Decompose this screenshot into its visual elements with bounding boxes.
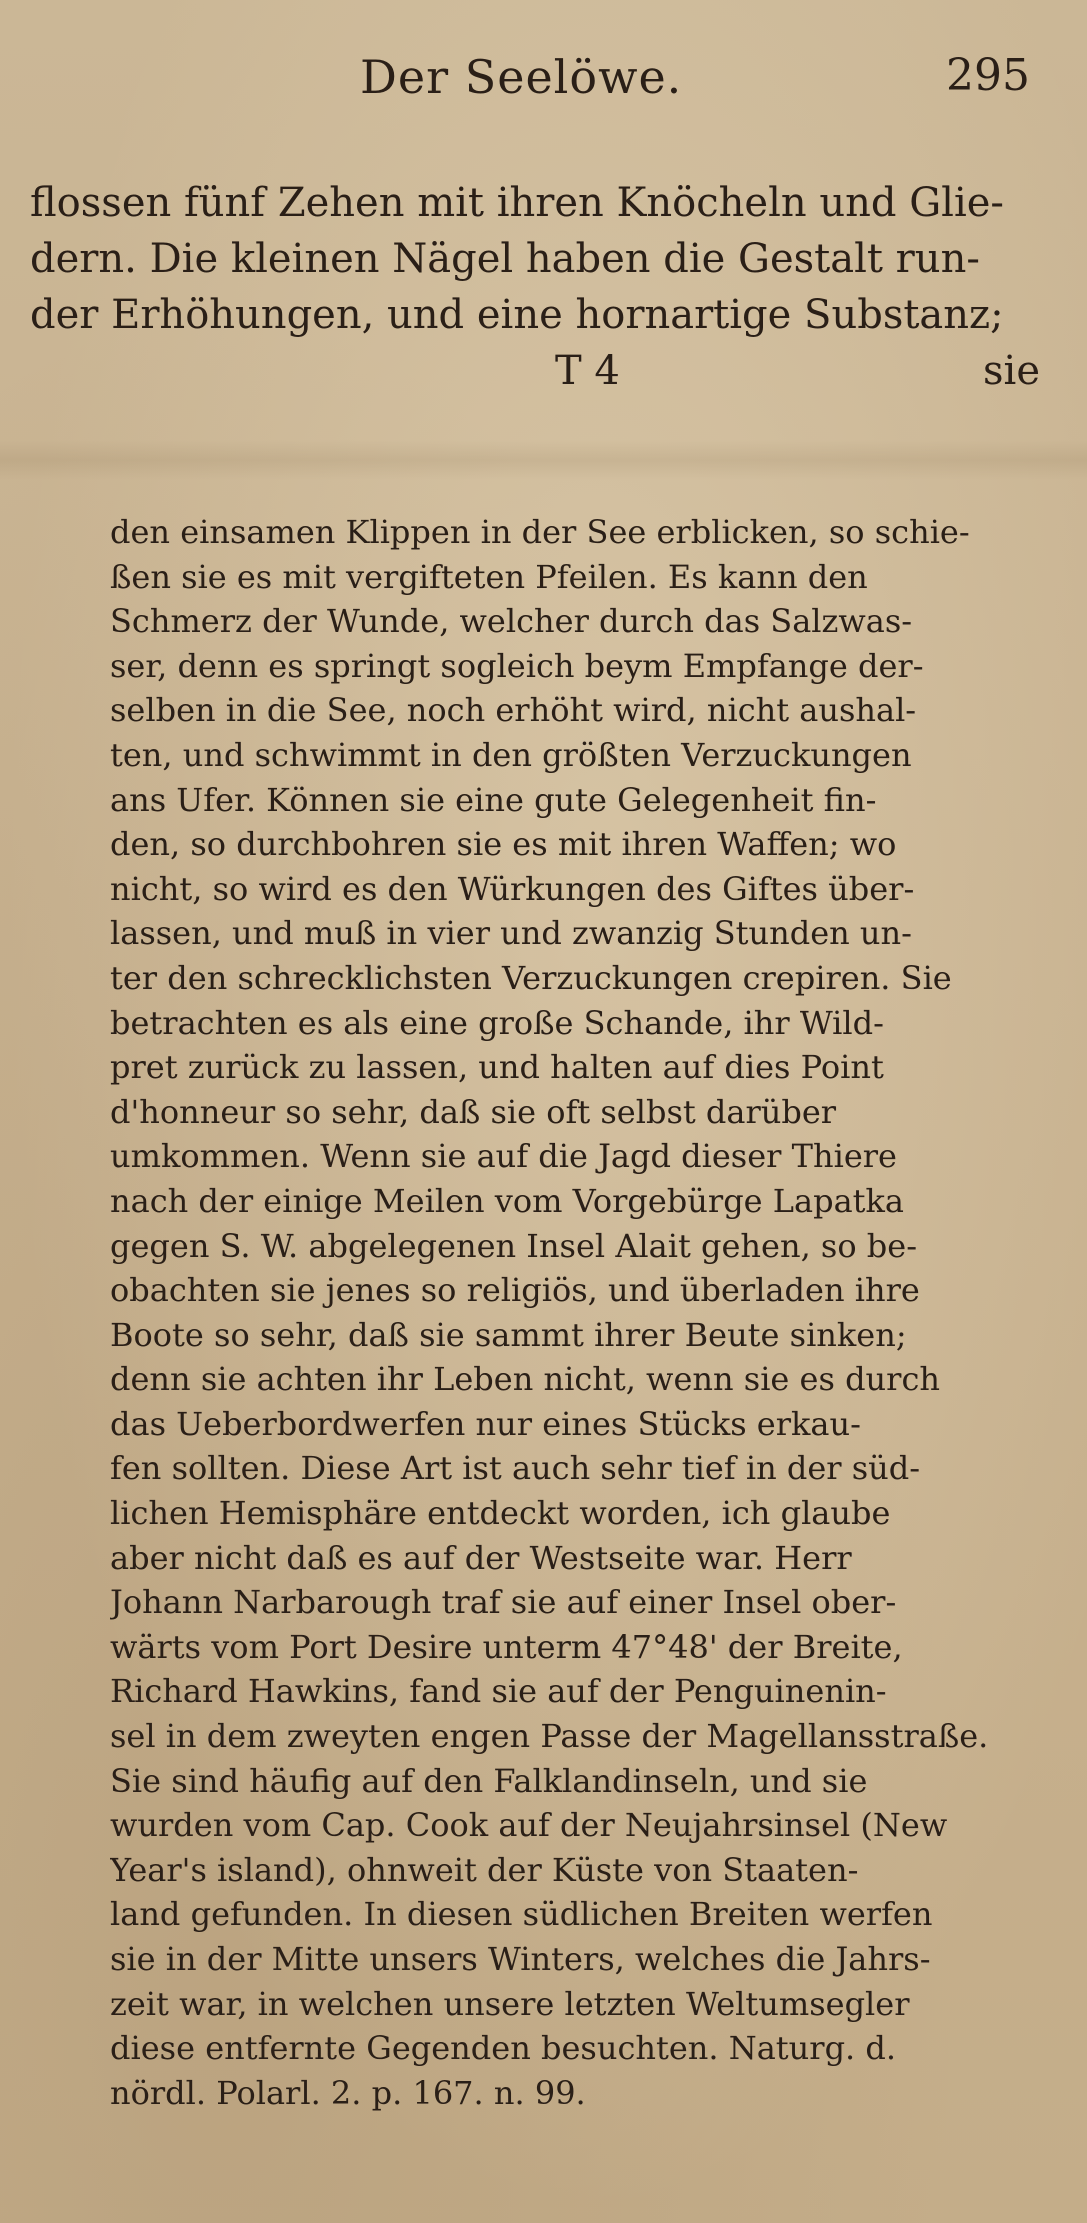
text-line: zeit war, in welchen unsere letzten Weltumsegler xyxy=(110,1984,910,2023)
signature-mark: T 4 xyxy=(555,348,620,394)
text-line: betrachten es als eine große Schande, ihr Wild- xyxy=(110,1003,884,1042)
page-fold-shadow xyxy=(0,440,1087,480)
main-text-block xyxy=(110,510,1030,2115)
text-line: selben in die See, noch erhöht wird, nicht aushal- xyxy=(110,691,917,730)
text-line: d'honneur so sehr, daß sie oft selbst darüber xyxy=(110,1092,837,1131)
text-line: umkommen. Wenn sie auf die Jagd dieser Thiere xyxy=(110,1137,897,1176)
text-line: lichen Hemisphäre entdeckt worden, ich glaube xyxy=(110,1494,891,1533)
running-title: Der Seelöwe. xyxy=(360,50,683,104)
text-line: sel in dem zweyten engen Passe der Magellansstraße. xyxy=(110,1717,989,1756)
text-line: das Ueberbordwerfen nur eines Stücks erkau- xyxy=(110,1404,861,1443)
text-line: Richard Hawkins, fand sie auf der Penguinenin- xyxy=(110,1672,887,1711)
text-line: wärts vom Port Desire unterm 47°48' der Breite, xyxy=(110,1627,903,1666)
text-line: obachten sie jenes so religiös, und überladen ihre xyxy=(110,1271,920,1310)
text-line: den, so durchbohren sie es mit ihren Waffen; wo xyxy=(110,825,897,864)
text-line: nördl. Polarl. 2. p. 167. n. 99. xyxy=(110,2073,586,2112)
text-line: gegen S. W. abgelegenen Insel Alait gehen, so be- xyxy=(110,1226,918,1265)
text-line: Johann Narbarough traf sie auf einer Insel ober- xyxy=(110,1583,897,1622)
text-line: dern. Die kleinen Nägel haben die Gestalt run- xyxy=(30,236,980,282)
text-line: nicht, so wird es den Würkungen des Giftes über- xyxy=(110,869,915,908)
text-line: fen sollten. Diese Art ist auch sehr tief in der süd- xyxy=(110,1449,921,1488)
text-line: denn sie achten ihr Leben nicht, wenn sie es durch xyxy=(110,1360,940,1399)
text-line: Schmerz der Wunde, welcher durch das Salzwas- xyxy=(110,602,913,641)
text-line: ans Ufer. Können sie eine gute Gelegenheit fin- xyxy=(110,780,877,819)
text-line: diese entfernte Gegenden besuchten. Naturg. d. xyxy=(110,2029,897,2068)
text-line: ten, und schwimmt in den größten Verzuckungen xyxy=(110,735,912,774)
top-text-block xyxy=(30,175,1040,399)
text-line: sie in der Mitte unsers Winters, welches die Jahrs- xyxy=(110,1940,931,1978)
text-line: ser, denn es springt sogleich beym Empfange der- xyxy=(110,646,924,685)
text-line: den einsamen Klippen in der See erblicken, so schie- xyxy=(110,513,970,551)
text-line: ßen sie es mit vergifteten Pfeilen. Es kann den xyxy=(110,557,868,596)
text-line: Year's island), ohnweit der Küste von Staaten- xyxy=(110,1850,859,1889)
text-line: aber nicht daß es auf der Westseite war. Herr xyxy=(110,1538,852,1577)
catchword: sie xyxy=(983,348,1040,394)
text-line: flossen fünf Zehen mit ihren Knöcheln und Glie- xyxy=(30,180,1004,226)
text-line: Sie sind häufig auf den Falklandinseln, und sie xyxy=(110,1761,868,1800)
text-line: nach der einige Meilen vom Vorgebürge Lapatka xyxy=(110,1181,904,1220)
text-line: Boote so sehr, daß sie sammt ihrer Beute sinken; xyxy=(110,1315,907,1354)
text-line: pret zurück zu lassen, und halten auf dies Point xyxy=(110,1048,884,1087)
text-line: land gefunden. In diesen südlichen Breiten werfen xyxy=(110,1895,933,1934)
page-header xyxy=(360,50,1040,120)
signature-row xyxy=(30,343,1040,399)
text-line: lassen, und muß in vier und zwanzig Stunden un- xyxy=(110,914,912,953)
text-line: wurden vom Cap. Cook auf der Neujahrsinsel (New xyxy=(110,1806,948,1845)
text-line: der Erhöhungen, und eine hornartige Substanz; xyxy=(30,292,1004,338)
page-number: 295 xyxy=(946,50,1030,101)
text-line: ter den schrecklichsten Verzuckungen crepiren. Sie xyxy=(110,958,952,997)
